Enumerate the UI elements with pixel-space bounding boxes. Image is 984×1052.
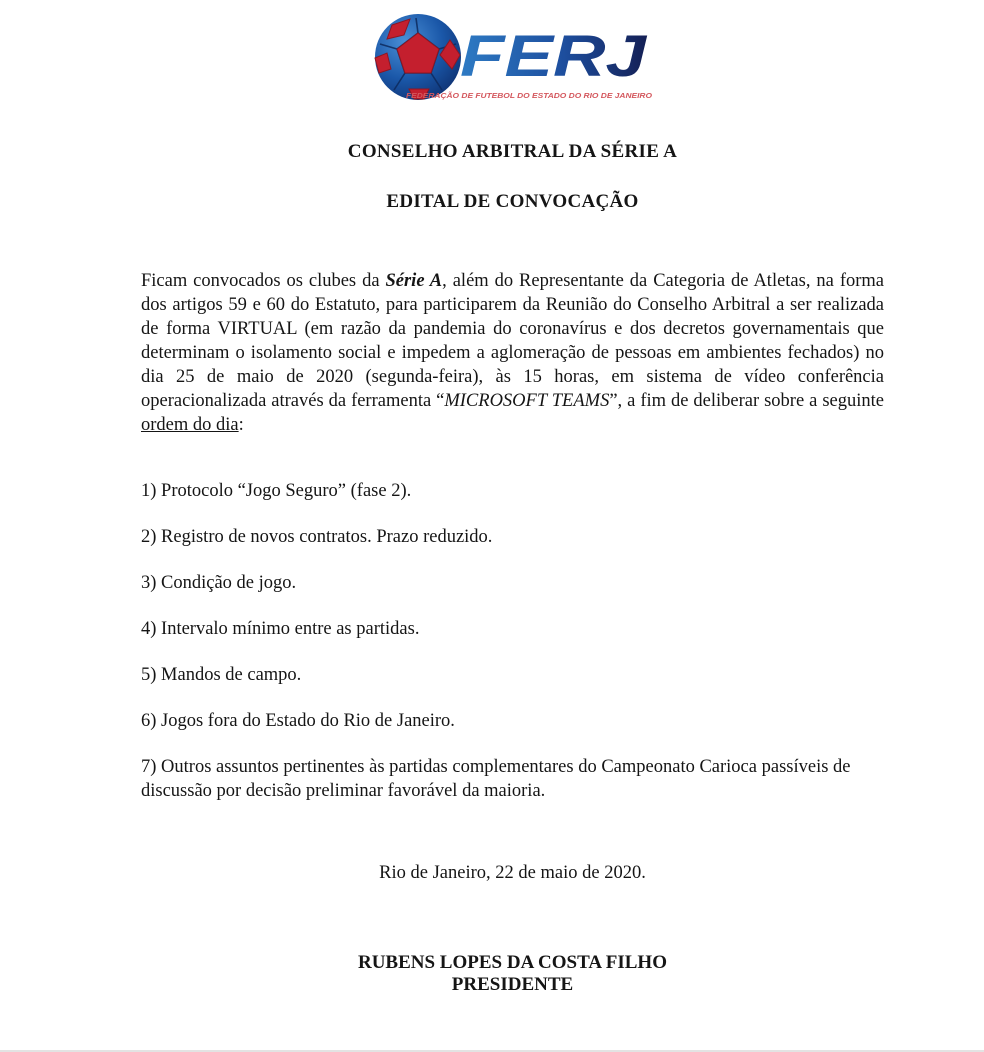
paragraph-seg-7: : (238, 415, 244, 435)
ferj-logo (141, 12, 884, 111)
signature-name: RUBENS LOPES DA COSTA FILHO (357, 952, 667, 973)
ferj-logo-letters: FERJ (459, 24, 648, 89)
document-headings (141, 141, 884, 213)
dateline: Rio de Janeiro, 22 de maio de 2020. (379, 863, 646, 883)
paragraph-serie-a: Série A (385, 271, 443, 291)
document-page (141, 0, 884, 996)
ferj-logo-graphic (372, 12, 654, 106)
agenda-item-5: 5) Mandos de campo. (141, 665, 302, 685)
agenda-item-3: 3) Condição de jogo. (141, 573, 297, 593)
agenda-list (141, 479, 884, 803)
paragraph-ordem-do-dia: ordem do dia (141, 415, 239, 435)
signature-block (141, 952, 884, 996)
title-conselho-arbitral: CONSELHO ARBITRAL DA SÉRIE A (347, 141, 678, 162)
agenda-item-1: 1) Protocolo “Jogo Seguro” (fase 2). (141, 481, 412, 501)
paragraph-seg-3: , além do Representante da Categoria de Atletas, na forma dos artigos 59 e 60 do Estatuto, para participarem da Reunião do Conselho Arbitral a ser realizada de forma VIRTUAL (em razão da pandemia do coronavírus e dos decretos governamentais que determinam o isolamento social e impedem a aglomeração de pessoas em ambientes fechados) no dia 25 de maio de 2020 (segunda-feira), às 15 horas, em sistema de vídeo conferência operacionalizada através da ferramenta “ (141, 271, 884, 411)
agenda-item-4: 4) Intervalo mínimo entre as partidas. (141, 619, 420, 639)
agenda-item-2: 2) Registro de novos contratos. Prazo reduzido. (141, 527, 493, 547)
agenda-item-6: 6) Jogos fora do Estado do Rio de Janeiro. (141, 711, 455, 731)
paragraph-seg-5: ”, a fim de deliberar sobre a seguinte (609, 391, 884, 411)
agenda-item-7: 7) Outros assuntos pertinentes às partidas complementares do Campeonato Carioca passíveis de discussão por decisão preliminar favorável da maioria. (141, 757, 851, 801)
soccer-ball-icon (375, 14, 461, 100)
ferj-logo-tagline: FEDERAÇÃO DE FUTEBOL DO ESTADO DO RIO DE JANEIRO (405, 91, 652, 100)
paragraph-microsoft-teams: MICROSOFT TEAMS (444, 391, 610, 411)
title-edital-convocacao: EDITAL DE CONVOCAÇÃO (386, 191, 639, 212)
signature-title: PRESIDENTE (451, 974, 574, 995)
paragraph-seg-1: Ficam convocados os clubes da (141, 271, 386, 291)
convocation-paragraph (141, 269, 884, 437)
